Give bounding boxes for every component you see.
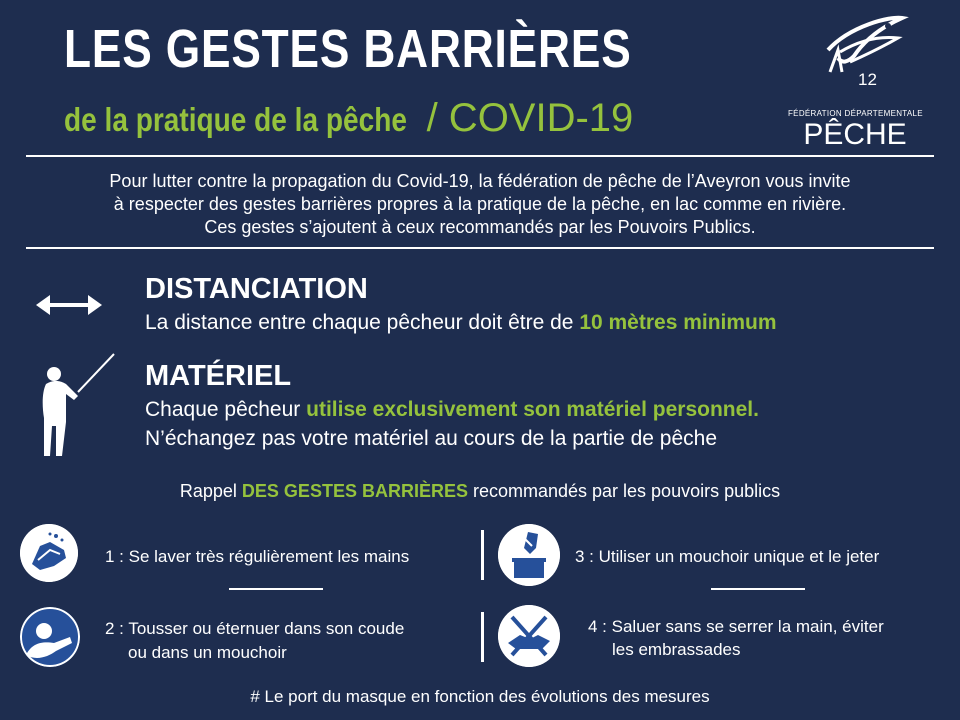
materiel-line2: N’échangez pas votre matériel au cours de la partie de pêche — [145, 427, 718, 450]
logo-org-line: FÉDÉRATION DÉPARTEMENTALE — [788, 109, 923, 118]
subtitle-text: de la pratique de la pêche — [64, 101, 407, 138]
intro-line: à respecter des gestes barrières propres à la pratique de la pêche, en lac comme en rivière. — [113, 194, 847, 214]
page-subtitle — [64, 96, 633, 141]
subtitle-covid: / COVID-19 — [415, 96, 634, 140]
materiel-highlight: utilise exclusivement son matériel personnel. — [306, 398, 759, 421]
intro-line: Ces gestes s’ajoutent à ceux recommandés par les Pouvoirs Publics. — [204, 217, 756, 237]
column-separator-top — [481, 530, 484, 580]
distanciation-title: DISTANCIATION — [145, 273, 368, 305]
distanciation-text — [145, 308, 777, 337]
intro-paragraph — [0, 170, 960, 239]
mask-note: # Le port du masque en fonction des évolutions des mesures — [250, 687, 710, 706]
no-handshake-icon — [498, 605, 560, 667]
divider-intro — [26, 247, 934, 249]
logo-org-name: PÊCHE — [803, 118, 907, 151]
materiel-text-plain: Chaque pêcheur — [145, 398, 307, 421]
gesture-divider-right — [711, 588, 805, 590]
double-arrow-icon — [34, 290, 104, 320]
column-separator-bottom — [481, 612, 484, 662]
gesture-4-line1: 4 : Saluer sans se serrer la main, éviter — [588, 617, 884, 636]
gesture-divider-left — [229, 588, 323, 590]
tissue-bin-icon — [498, 524, 560, 586]
reminder-line — [0, 481, 960, 502]
distanciation-text-plain: La distance entre chaque pêcheur doit être de — [145, 311, 580, 334]
materiel-title: MATÉRIEL — [145, 360, 292, 392]
page-title: LES GESTES BARRIÈRES — [64, 19, 632, 79]
logo-number: 12 — [858, 70, 877, 89]
reminder-text: recommandés par les pouvoirs publics — [467, 481, 781, 501]
intro-line: Pour lutter contre la propagation du Covid-19, la fédération de pêche de l’Aveyron vous invite — [109, 171, 851, 191]
gesture-2-line2: ou dans un mouchoir — [128, 643, 287, 662]
fish-logo-icon — [780, 12, 930, 92]
reminder-highlight: DES GESTES BARRIÈRES — [241, 481, 468, 501]
divider-top — [26, 155, 934, 157]
gesture-1-text: 1 : Se laver très régulièrement les mains — [105, 547, 410, 566]
gesture-2-line1: 2 : Tousser ou éternuer dans son coude — [105, 619, 405, 638]
sneeze-elbow-icon — [20, 607, 80, 667]
gesture-4-line2: les embrassades — [612, 640, 741, 659]
gesture-3-text: 3 : Utiliser un mouchoir unique et le jeter — [575, 547, 880, 566]
wash-hands-icon — [20, 524, 78, 582]
distanciation-highlight: 10 mètres minimum — [579, 311, 777, 334]
fisherman-icon — [38, 352, 118, 462]
materiel-line1 — [145, 395, 759, 424]
reminder-text: Rappel — [179, 481, 242, 501]
federation-logo — [780, 12, 930, 151]
